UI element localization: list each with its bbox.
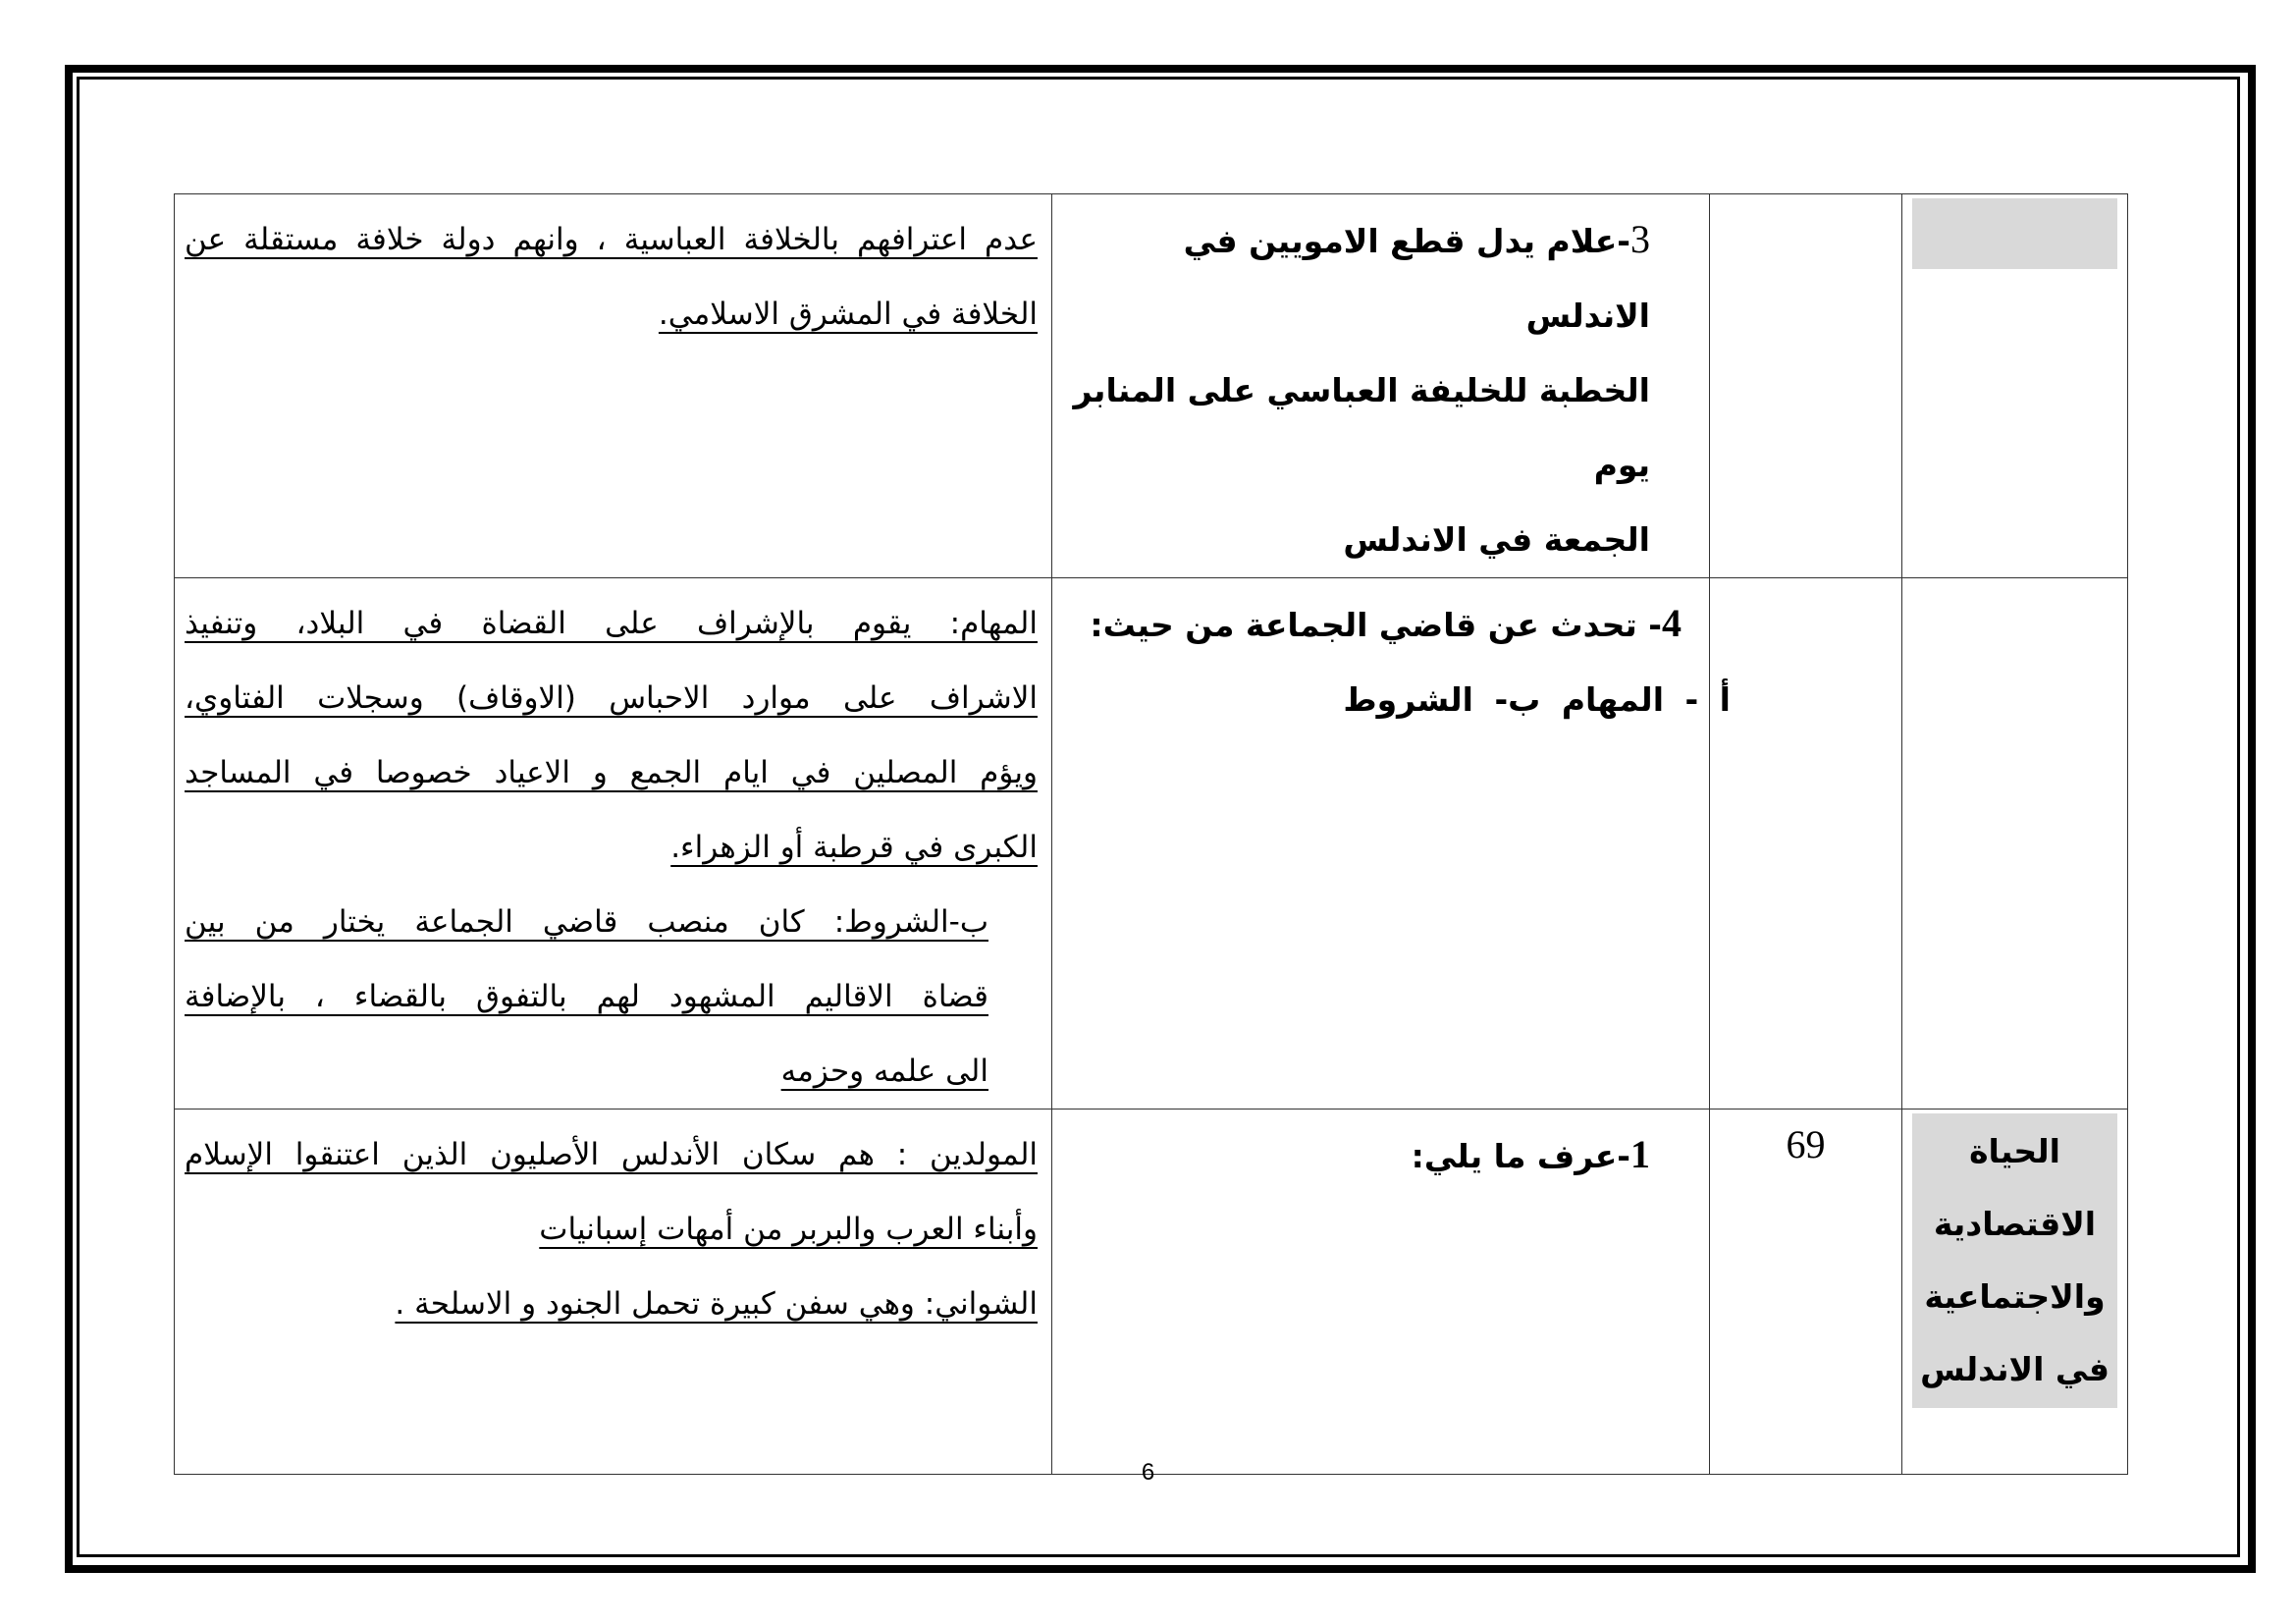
- question-number: 4: [1662, 601, 1682, 645]
- question-line: [1072, 586, 1682, 663]
- answer-line: [185, 1192, 1038, 1267]
- question-line: الخطبة للخليفة العباسي على المنابر يوم: [1073, 371, 1650, 484]
- topic-line: والاجتماعية: [1924, 1277, 2106, 1316]
- table-row: [175, 578, 2128, 1110]
- topic-line: في الاندلس: [1920, 1350, 2109, 1388]
- answer-line: [185, 277, 1038, 352]
- question-line-text: -عرف ما يلي:: [1411, 1137, 1630, 1175]
- page-number: 69: [1786, 1122, 1826, 1166]
- question-text: [1052, 578, 1731, 737]
- answer-line: [185, 959, 1038, 1034]
- answer-line: [185, 586, 1038, 661]
- answer-line-text: الشواني: وهي سفن كبيرة تحمل الجنود و الاسلحة .: [395, 1286, 1038, 1322]
- question-number: 3: [1630, 217, 1650, 261]
- answer-text: [175, 1110, 1051, 1341]
- answer-line-text: الكبرى في قرطبة أو الزهراء.: [670, 830, 1038, 865]
- page-cell: [1710, 578, 1902, 1110]
- topic-cell: [1902, 578, 2128, 1110]
- answer-text: [175, 194, 1051, 352]
- table-row: [175, 194, 2128, 578]
- answer-line-text: الى علمه وحزمه: [780, 1054, 988, 1089]
- answer-line: [185, 661, 1038, 735]
- topic-cell: [1902, 1110, 2128, 1475]
- answer-line: [185, 810, 1038, 885]
- answer-line-text: الاشراف على موارد الاحباس (الاوقاف) وسجلات الفتاوي،: [185, 680, 1038, 716]
- question-cell: [1052, 194, 1710, 578]
- answer-line-text: ب-الشروط: كان منصب قاضي الجماعة يختار من بين: [185, 904, 988, 940]
- answer-line: [185, 1267, 1038, 1341]
- question-text: [1052, 1110, 1709, 1194]
- topic-title: [1912, 1113, 2117, 1408]
- question-cell: [1052, 1110, 1710, 1475]
- question-line-text: - تحدث عن قاضي الجماعة من حيث:: [1090, 606, 1662, 644]
- topic-shade: [1912, 198, 2117, 269]
- topic-cell: [1902, 194, 2128, 578]
- topic-line: الحياة: [1969, 1132, 2060, 1170]
- page-footer-number: 6: [1141, 1459, 1155, 1486]
- answer-line-text: وأبناء العرب والبربر من أمهات إسبانيات: [539, 1212, 1038, 1247]
- answer-text: [175, 578, 1051, 1109]
- question-line: الجمعة في الاندلس: [1343, 520, 1650, 559]
- answer-line-text: عدم اعترافهم بالخلافة العباسية ، وانهم دولة خلافة مستقلة عن: [185, 222, 1038, 257]
- answer-line: [185, 202, 1038, 277]
- answer-cell: [175, 1110, 1052, 1475]
- question-line-text: -علام يدل قطع الامويين في الاندلس: [1183, 222, 1650, 335]
- answer-line: [185, 1117, 1038, 1192]
- page-cell: [1710, 194, 1902, 578]
- topic-line: الاقتصادية: [1933, 1205, 2097, 1243]
- answer-line-text: المهام: يقوم بالإشراف على القضاة في البلاد، وتنفيذ: [185, 606, 1038, 641]
- question-text: [1052, 194, 1709, 577]
- answer-line-text: المولدين : هم سكان الأندلس الأصليون الذين اعتنقوا الإسلام: [185, 1137, 1038, 1172]
- question-subparts: أ - المهام ب- الشروط: [1343, 680, 1731, 719]
- answer-cell: [175, 194, 1052, 578]
- question-cell: [1052, 578, 1731, 1110]
- answer-line-text: قضاة الاقاليم المشهود لهم بالتفوق بالقضاء ، بالإضافة: [185, 979, 988, 1014]
- answer-line-text: الخلافة في المشرق الاسلامي.: [658, 297, 1038, 332]
- lesson-table: [174, 193, 2128, 1475]
- answer-line: [185, 1034, 1038, 1109]
- answer-line-text: ويؤم المصلين في ايام الجمع و الاعياد خصوصا في المساجد: [185, 755, 1038, 790]
- page-cell: [1710, 1110, 1902, 1475]
- question-number: 1: [1630, 1132, 1650, 1176]
- question-line: [1072, 202, 1650, 353]
- table-row: [175, 1110, 2128, 1475]
- answer-line: [185, 885, 1038, 959]
- answer-line: [185, 735, 1038, 810]
- question-line: [1072, 1117, 1650, 1194]
- answer-cell: [175, 578, 1052, 1110]
